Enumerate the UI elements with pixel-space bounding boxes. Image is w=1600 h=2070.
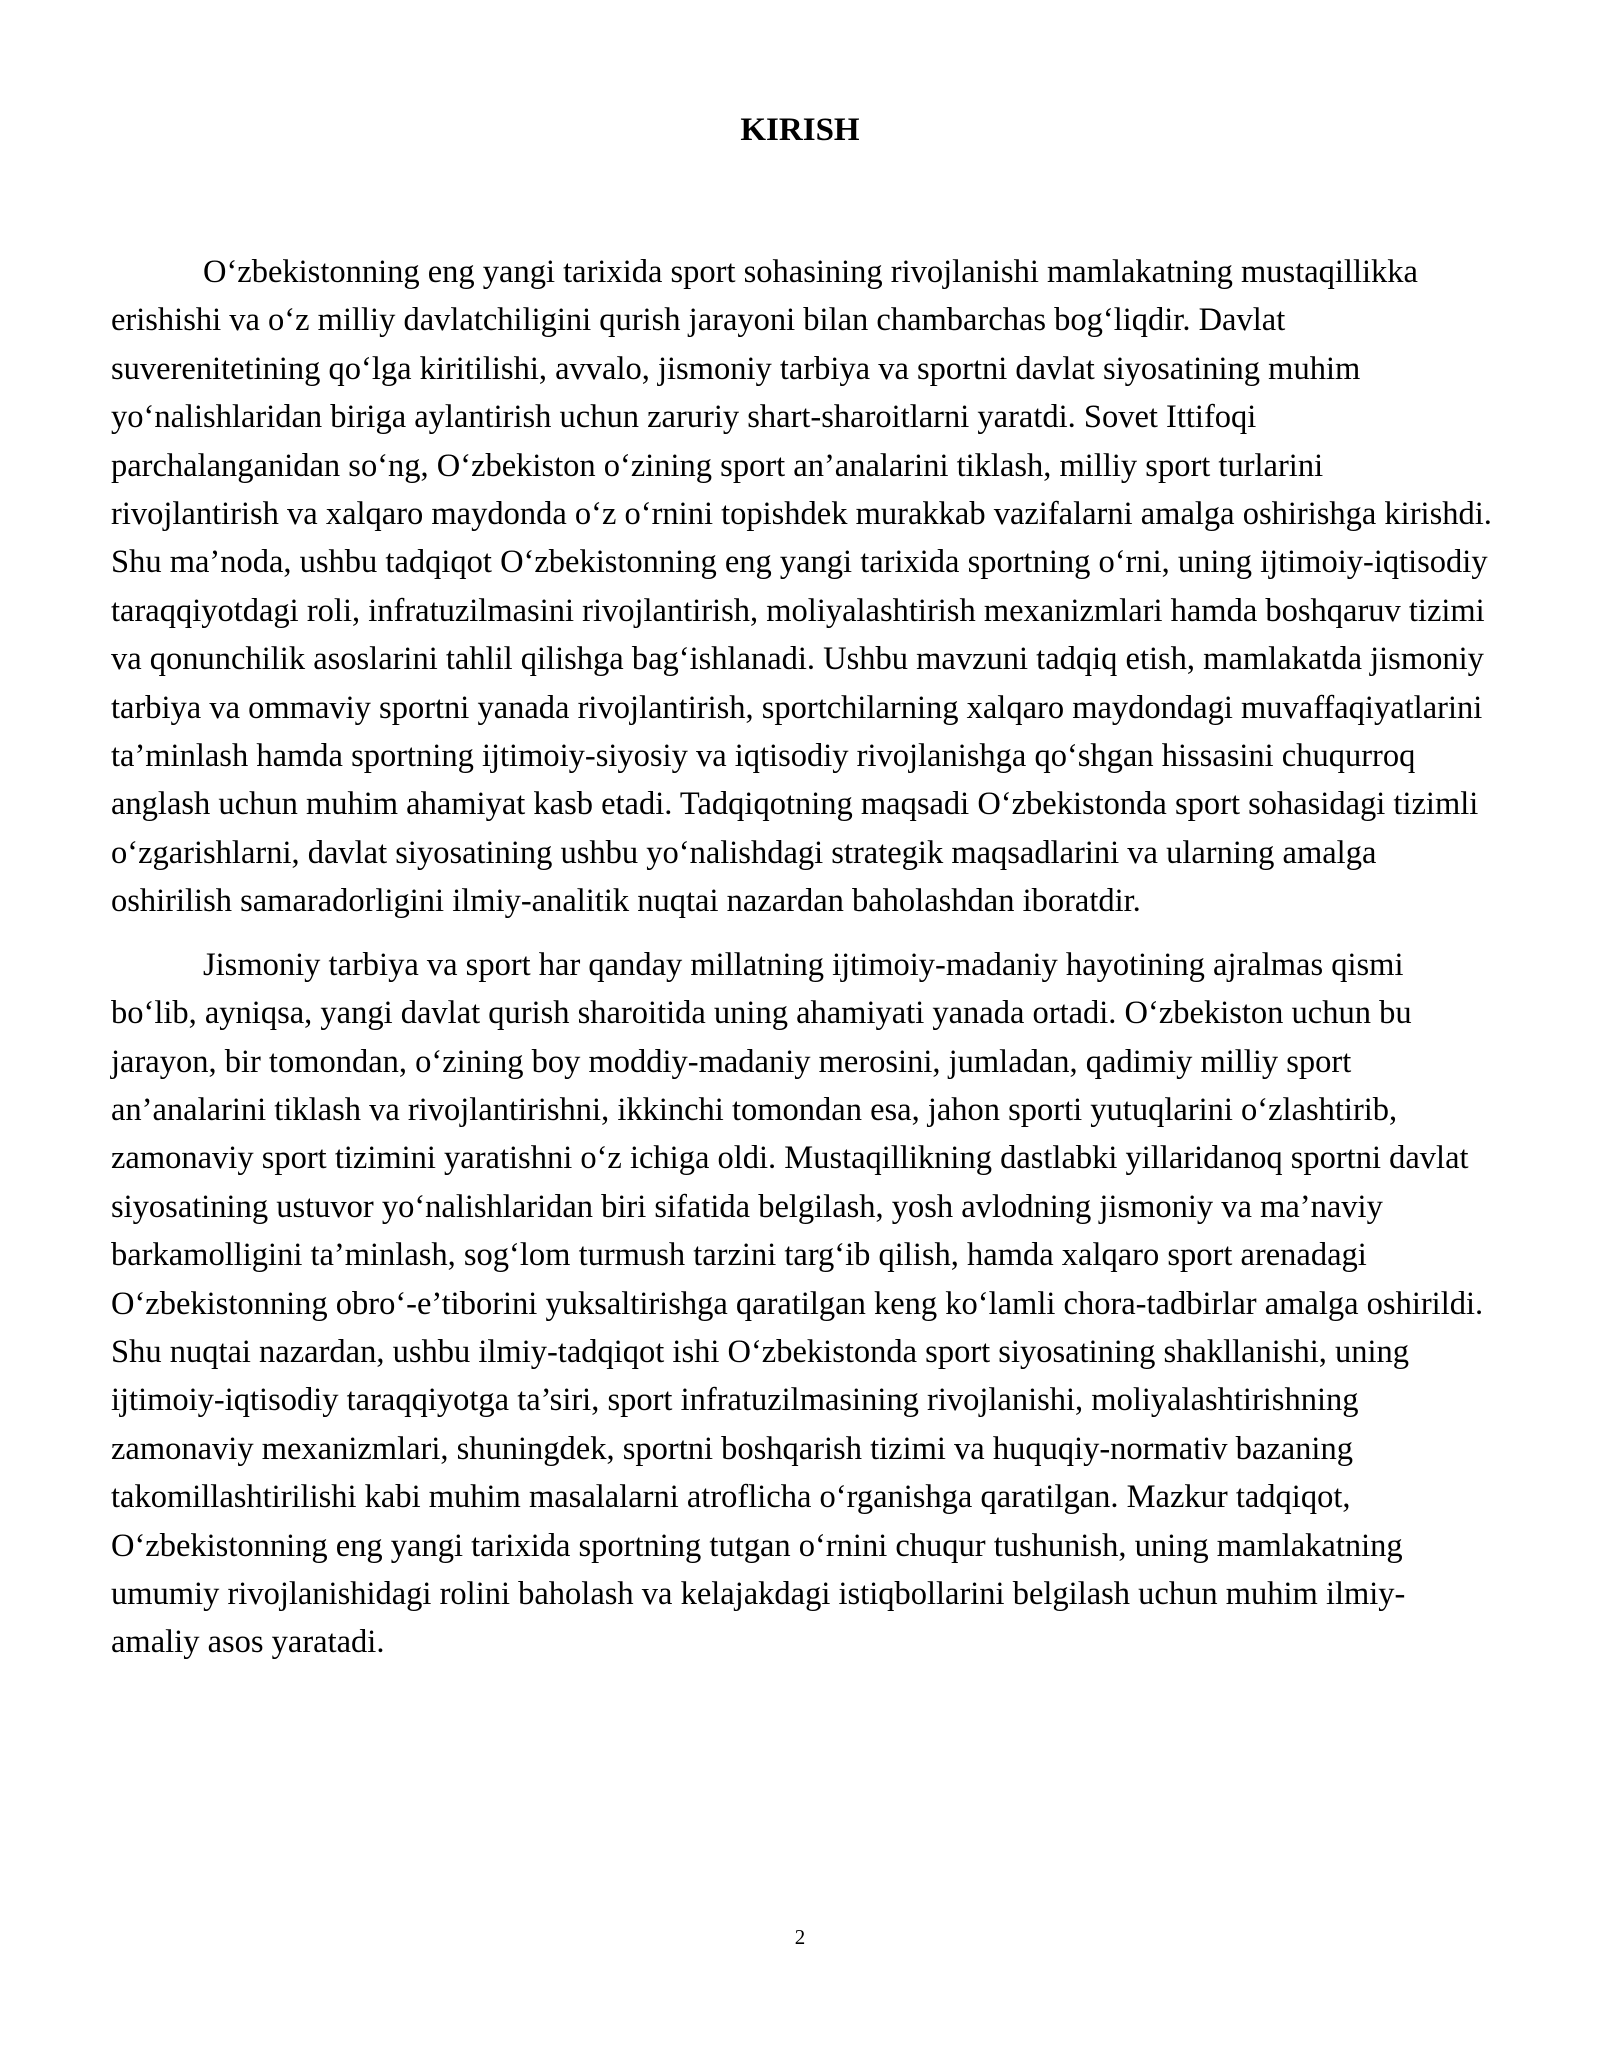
page-number: 2 <box>794 1925 806 1949</box>
body-text <box>111 248 1493 1667</box>
paragraph-1: O‘zbekistonning eng yangi tarixida sport sohasining rivojlanishi mamlakatning mustaqillikka erishishi va o‘z milliy davlatchiligini qurish jarayoni bilan chambarchas bog‘liqdir. Davlat suverenitetining qo‘lga kiritilishi, avvalo, jismoniy tarbiya va sportni davlat siyosatining muhim yo‘nalishlaridan biriga aylantirish uchun zaruriy shart-sharoitlarni yaratdi. Sovet Ittifoqi parchalanganidan so‘ng, O‘zbekiston o‘zining sport an’analarini tiklash, milliy sport turlarini rivojlantirish va xalqaro maydonda o‘z o‘rnini topishdek murakkab vazifalarni amalga oshirishga kirishdi. Shu ma’noda, ushbu tadqiqot O‘zbekistonning eng yangi tarixida sportning o‘rni, uning ijtimoiy-iqtisodiy taraqqiyotdagi roli, infratuzilmasini rivojlantirish, moliyalashtirish mexanizmlari hamda boshqaruv tizimi va qonunchilik asoslarini tahlil qilishga bag‘ishlanadi. Ushbu mavzuni tadqiq etish, mamlakatda jismoniy tarbiya va ommaviy sportni yanada rivojlantirish, sportchilarning xalqaro maydondagi muvaffaqiyatlarini ta’minlash hamda sportning ijtimoiy-siyosiy va iqtisodiy rivojlanishga qo‘shgan hissasini chuqurroq anglash uchun muhim ahamiyat kasb etadi. Tadqiqotning maqsadi O‘zbekistonda sport sohasidagi tizimli o‘zgarishlarni, davlat siyosatining ushbu yo‘nalishdagi strategik maqsadlarini va ularning amalga oshirilish samaradorligini ilmiy-analitik nuqtai nazardan baholashdan iboratdir. <box>111 254 1492 920</box>
section-title: KIRISH <box>740 112 860 148</box>
paragraph-2: Jismoniy tarbiya va sport har qanday millatning ijtimoiy-madaniy hayotining ajralmas qismi bo‘lib, ayniqsa, yangi davlat qurish sharoitida uning ahamiyati yanada ortadi. O‘zbekiston uchun bu jarayon, bir tomondan, o‘zining boy moddiy-madaniy merosini, jumladan, qadimiy milliy sport an’analarini tiklash va rivojlantirishni, ikkinchi tomondan esa, jahon sporti yutuqlarini o‘zlashtirib, zamonaviy sport tizimini yaratishni o‘z ichiga oldi. Mustaqillikning dastlabki yillaridanoq sportni davlat siyosatining ustuvor yo‘nalishlaridan biri sifatida belgilash, yosh avlodning jismoniy va ma’naviy barkamolligini ta’minlash, sog‘lom turmush tarzini targ‘ib qilish, hamda xalqaro sport arenadagi O‘zbekistonning obro‘-e’tiborini yuksaltirishga qaratilgan keng ko‘lamli chora-tadbirlar amalga oshirildi. Shu nuqtai nazardan, ushbu ilmiy-tadqiqot ishi O‘zbekistonda sport siyosatining shakllanishi, uning ijtimoiy-iqtisodiy taraqqiyotga ta’siri, sport infratuzilmasining rivojlanishi, moliyalashtirishning zamonaviy mexanizmlari, shuningdek, sportni boshqarish tizimi va huquqiy-normativ bazaning takomillashtirilishi kabi muhim masalalarni atroflicha o‘rganishga qaratilgan. Mazkur tadqiqot, O‘zbekistonning eng yangi tarixida sportning tutgan o‘rnini chuqur tushunish, uning mamlakatning umumiy rivojlanishidagi rolini baholash va kelajakdagi istiqbollarini belgilash uchun muhim ilmiy-amaliy asos yaratadi. <box>111 946 1484 1661</box>
